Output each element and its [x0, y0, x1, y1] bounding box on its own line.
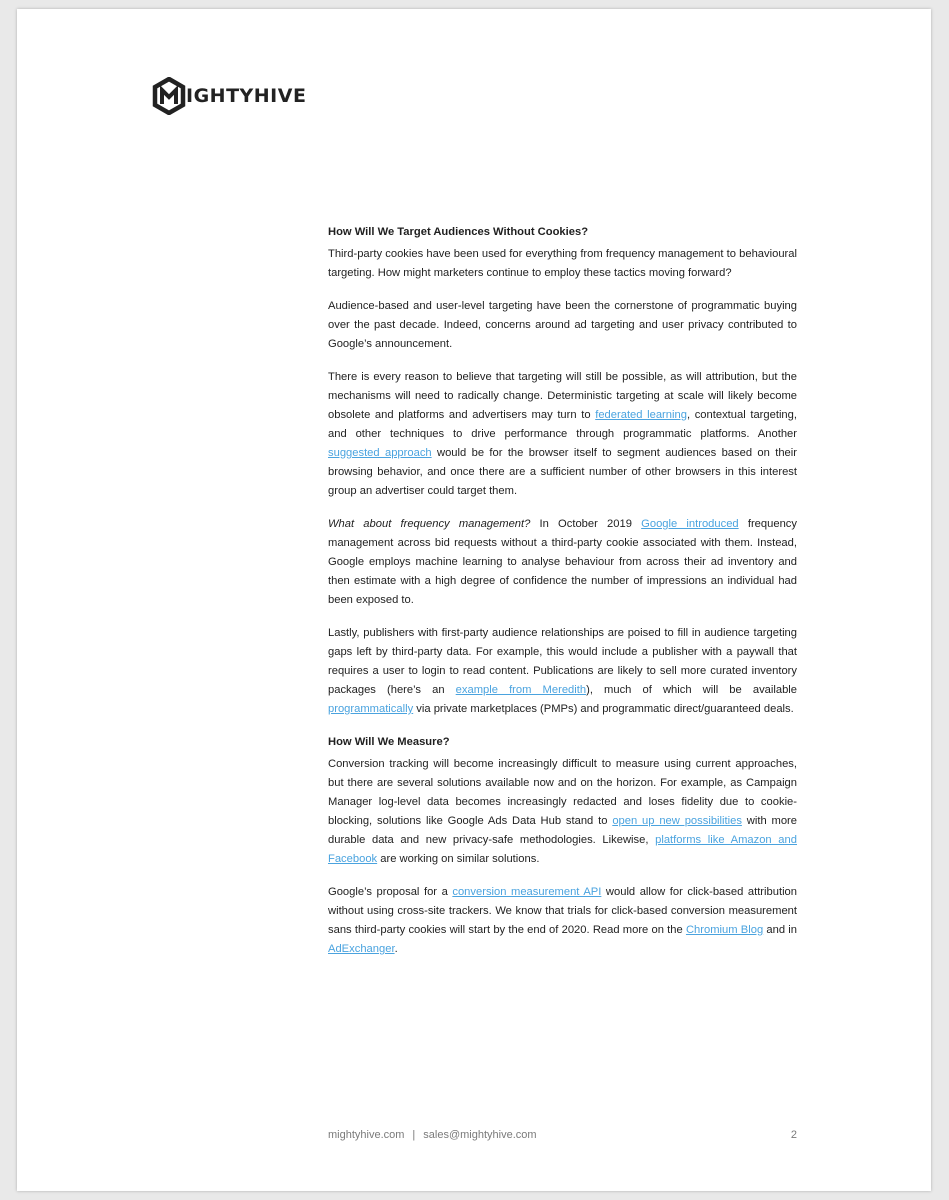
suggested-approach-link[interactable]: suggested approach [328, 447, 432, 459]
text-run: In October 2019 [530, 518, 642, 530]
footer-email: sales@mightyhive.com [423, 1129, 537, 1141]
paragraph [328, 755, 797, 869]
text-run: frequency management across bid requests without a third-party cookie associated with them. Instead, Google employs machine learning to analyse behaviour from across their ad inventory and then estimate with a high degree of confidence the number of impressions an individual had been exposed to. [328, 518, 797, 606]
federated-learning-link[interactable]: federated learning [595, 409, 687, 421]
page-number: 2 [790, 1129, 797, 1141]
mightyhive-logo [152, 77, 306, 115]
text-run: . [394, 943, 398, 955]
text-run: would be for the browser itself to segment audiences based on their browsing behavior, and once there are a sufficient number of other browsers in this interest group an advertiser could target them. [328, 447, 797, 497]
conversion-measurement-api-link[interactable]: conversion measurement API [452, 886, 602, 898]
platforms-amazon-facebook-link[interactable]: platforms like Amazon and Facebook [328, 834, 797, 865]
footer-separator: | [412, 1129, 416, 1141]
text-run: , contextual targeting, and other techniques to drive performance through programmatic platforms. Another [328, 409, 797, 440]
footer-website: mightyhive.com [328, 1129, 405, 1141]
text-run: There is every reason to believe that targeting will still be possible, as will attribution, but the mechanisms will need to radically change. Deterministic targeting at scale will likely become obsolete and platforms and advertisers may turn to [328, 371, 797, 421]
paragraph [328, 883, 797, 959]
page-footer [328, 1129, 797, 1141]
footer-contact [328, 1129, 537, 1141]
text-run: and in [763, 924, 797, 936]
italic-lead: What about frequency management? [328, 518, 531, 530]
document-page [17, 9, 931, 1191]
text-run: via private marketplaces (PMPs) and programmatic direct/guaranteed deals. [413, 703, 794, 715]
section-heading-measure: How Will We Measure? [328, 736, 450, 748]
text-run: are working on similar solutions. [377, 853, 540, 865]
paragraph [328, 368, 797, 501]
text-run: Conversion tracking will become increasingly difficult to measure using current approaches, but there are several solutions available now and on the horizon. For example, as Campaign Manager log-level data becomes increasingly redacted and loses fidelity due to cookie-blocking, solutions like Google Ads Data Hub stand to [328, 758, 797, 827]
text-run: would allow for click-based attribution without using cross-site trackers. We know that trials for click-based conversion measurement sans third-party cookies will start by the end of 2020. Read more on the [328, 886, 797, 936]
adexchanger-link[interactable]: AdExchanger [328, 943, 395, 955]
section-heading-targeting: How Will We Target Audiences Without Cookies? [328, 226, 589, 238]
google-introduced-link[interactable]: Google introduced [641, 518, 739, 530]
article-body [328, 223, 797, 973]
paragraph [328, 624, 797, 719]
programmatically-link[interactable]: programmatically [328, 703, 414, 715]
text-run: with more durable data and new privacy-safe methodologies. Likewise, [328, 815, 797, 846]
text-run: ), much of which will be available [586, 684, 798, 696]
logo-wordmark: IGHTYHIVE [186, 85, 307, 107]
paragraph: Audience-based and user-level targeting have been the cornerstone of programmatic buying over the past decade. Indeed, concerns around ad targeting and user privacy contributed to Google’s announcement. [328, 300, 797, 350]
example-from-meredith-link[interactable]: example from Meredith [455, 684, 587, 696]
paragraph: Third-party cookies have been used for everything from frequency management to behavioural targeting. How might marketers continue to employ these tactics moving forward? [328, 248, 797, 279]
text-run: Lastly, publishers with first-party audience relationships are poised to fill in audience targeting gaps left by third-party data. For example, this would include a publisher with a paywall that requires a user to login to read content. Publications are likely to sell more curated inventory packages (here’s an [328, 627, 797, 696]
paragraph [328, 515, 797, 610]
text-run: Google’s proposal for a [328, 886, 453, 898]
hexagon-m-logo-icon [152, 77, 186, 115]
chromium-blog-link[interactable]: Chromium Blog [685, 924, 764, 936]
open-up-new-possibilities-link[interactable]: open up new possibilities [612, 815, 742, 827]
